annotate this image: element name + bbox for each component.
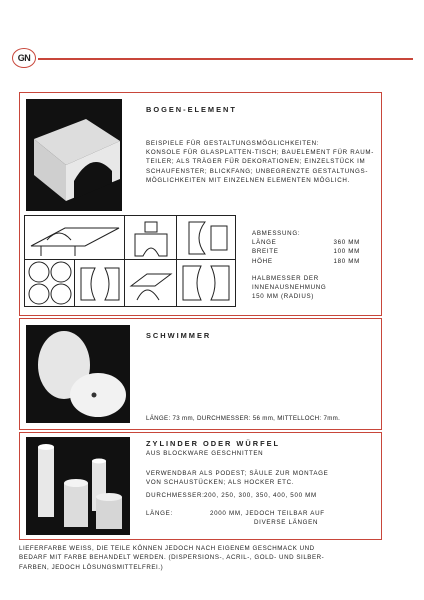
zylinder-use-line: VON SCHAUSTÜCKEN; ALS HOCKER ETC. [146, 479, 295, 486]
length-value: DIVERSE LÄNGEN [254, 519, 319, 526]
dimension-label: BREITE [252, 248, 279, 256]
bogen-line: TEILER; ALS TRÄGER FÜR DEKORATIONEN; EINZELSTÜCK IM [146, 158, 366, 166]
i-beam-icon [177, 260, 235, 306]
bogen-title: BOGEN-ELEMENT [146, 105, 237, 114]
bogen-line: KONSOLE FÜR GLASPLATTEN-TISCH; BAUELEMENT FÜR RAUM- [146, 149, 374, 157]
diagram-tile-4 [74, 259, 126, 307]
arch-front-icon [125, 216, 177, 260]
dimension-value: 100 MM [333, 248, 360, 256]
bogen-photo [26, 99, 122, 211]
brand-logo [12, 48, 36, 68]
dimension-label: HÖHE [252, 257, 273, 265]
brand-logo-text: GN [17, 53, 31, 63]
section-bogen [19, 92, 382, 316]
footer-note [19, 544, 387, 572]
bogen-diagram-grid [20, 213, 240, 309]
dimension-value: 360 MM [333, 239, 360, 247]
diameter-value: 200, 250, 300, 350, 400, 500 MM [204, 492, 317, 499]
stacked-arch-icon [125, 260, 177, 306]
bogen-line: SCHAUFENSTER; BLICKFANG; UNBEGRENZTE GESTALTUNGS- [146, 167, 369, 175]
circle-pair-icon [25, 260, 75, 306]
bracket-icon [177, 216, 235, 260]
diagram-tile-1 [24, 215, 126, 261]
header-rule [38, 58, 413, 60]
split-arch-icon [75, 260, 125, 306]
radius-line: INNENAUSNEHMUNG [252, 284, 327, 292]
cylinders-icon [26, 437, 130, 535]
float-balls-icon [26, 325, 130, 423]
arch-element-icon [26, 99, 122, 211]
zylinder-use-line: VERWENDBAR ALS PODEST; SÄULE ZUR MONTAGE [146, 470, 329, 477]
diagram-tile-5 [124, 259, 178, 307]
dimension-value: 180 MM [333, 257, 360, 265]
schwimmer-photo [26, 325, 130, 423]
table-config-icon [25, 216, 125, 260]
bogen-description [146, 139, 376, 185]
dimension-label: LÄNGE [252, 239, 277, 247]
dimension-row [252, 247, 377, 256]
radius-line: 150 MM (RADIUS) [252, 293, 315, 301]
radius-line: HALBMESSER DER [252, 274, 319, 282]
diagram-tile-2 [124, 215, 178, 261]
diagram-tile-6 [176, 215, 236, 261]
diagram-tile-7 [176, 259, 236, 307]
schwimmer-title: SCHWIMMER [146, 331, 212, 340]
bogen-dimensions [252, 229, 377, 301]
footer-line: FARBEN, JEDOCH LÖSUNGSMITTELFREI.) [19, 563, 164, 571]
length-value: 2000 MM, JEDOCH TEILBAR AUF [210, 510, 325, 517]
schwimmer-specs: LÄNGE: 73 mm, DURCHMESSER: 56 mm, MITTELLOCH: 7mm. [146, 415, 341, 422]
diagram-tile-3 [24, 259, 76, 307]
abmessung-label: ABMESSUNG: [252, 230, 301, 237]
bogen-line: BEISPIELE FÜR GESTALTUNGSMÖGLICHKEITEN: [146, 140, 320, 147]
zylinder-photo [26, 437, 130, 535]
bogen-line: MÖGLICHKEITEN MIT EINZELNEN ELEMENTEN MÖGLICH. [146, 176, 350, 184]
length-label: LÄNGE: [146, 510, 173, 517]
dimension-row [252, 238, 377, 247]
dimension-row [252, 257, 377, 266]
footer-line: BEDARF MIT FARBE BEHANDELT WERDEN. (DISPERSIONS-, ACRIL-, GOLD- UND SILBER- [19, 554, 325, 562]
footer-line: LIEFERFARBE WEISS, DIE TEILE KÖNNEN JEDOCH NACH EIGENEM GESCHMACK UND [19, 545, 315, 552]
zylinder-subtitle: AUS BLOCKWARE GESCHNITTEN [146, 450, 264, 457]
section-zylinder [19, 432, 382, 540]
diameter-label: DURCHMESSER: [146, 492, 205, 499]
zylinder-title: ZYLINDER ODER WÜRFEL [146, 439, 281, 448]
section-schwimmer [19, 318, 382, 430]
